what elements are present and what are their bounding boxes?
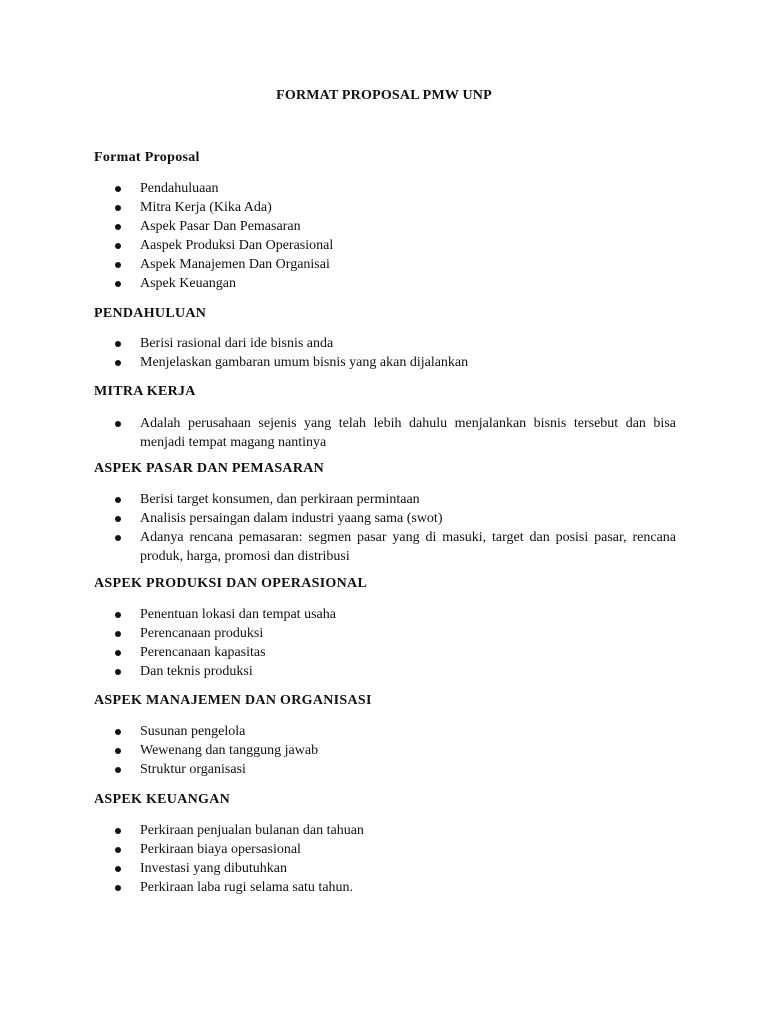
list-item: Penentuan lokasi dan tempat usaha <box>94 605 676 624</box>
list-item: Adalah perusahaan sejenis yang telah lebih dahulu menjalankan bisnis tersebut dan bisa menjadi tempat magang nantinya <box>94 414 676 452</box>
bullet-icon <box>115 262 121 268</box>
pendahuluan-list <box>94 334 676 372</box>
bullet-icon <box>115 186 121 192</box>
list-item: Susunan pengelola <box>94 722 676 741</box>
bullet-icon <box>115 767 121 773</box>
list-item: Aaspek Produksi Dan Operasional <box>94 236 676 255</box>
list-item: Berisi rasional dari ide bisnis anda <box>94 334 676 353</box>
bullet-icon <box>115 748 121 754</box>
bullet-icon <box>115 535 121 541</box>
list-item: Aspek Manajemen Dan Organisai <box>94 255 676 274</box>
list-item: Menjelaskan gambaran umum bisnis yang akan dijalankan <box>94 353 676 372</box>
bullet-icon <box>115 866 121 872</box>
aspek-produksi-list <box>94 605 676 681</box>
section-heading-mitra-kerja: MITRA KERJA <box>94 384 196 399</box>
bullet-icon <box>115 360 121 366</box>
document-title: FORMAT PROPOSAL PMW UNP <box>276 88 492 103</box>
bullet-icon <box>115 516 121 522</box>
list-item: Wewenang dan tanggung jawab <box>94 741 676 760</box>
bullet-icon <box>115 669 121 675</box>
mitra-kerja-list <box>94 414 676 452</box>
list-item: Perencanaan kapasitas <box>94 643 676 662</box>
bullet-icon <box>115 612 121 618</box>
bullet-icon <box>115 243 121 249</box>
aspek-pasar-list <box>94 490 676 566</box>
list-item: Perkiraan penjualan bulanan dan tahuan <box>94 821 676 840</box>
section-heading-aspek-produksi: ASPEK PRODUKSI DAN OPERASIONAL <box>94 576 368 591</box>
list-item: Pendahuluaan <box>94 179 676 198</box>
list-item: Investasi yang dibutuhkan <box>94 859 676 878</box>
list-item: Perkiraan biaya opersasional <box>94 840 676 859</box>
bullet-icon <box>115 885 121 891</box>
aspek-manajemen-list <box>94 722 676 779</box>
bullet-icon <box>115 341 121 347</box>
aspek-keuangan-list <box>94 821 676 897</box>
list-item: Aspek Keuangan <box>94 274 676 293</box>
bullet-icon <box>115 224 121 230</box>
section-heading-aspek-manajemen: ASPEK MANAJEMEN DAN ORGANISASI <box>94 693 372 708</box>
bullet-icon <box>115 828 121 834</box>
section-heading-format-proposal: Format Proposal <box>94 150 200 165</box>
bullet-icon <box>115 421 121 427</box>
section-heading-aspek-pasar: ASPEK PASAR DAN PEMASARAN <box>94 461 325 476</box>
list-item: Aspek Pasar Dan Pemasaran <box>94 217 676 236</box>
bullet-icon <box>115 847 121 853</box>
bullet-icon <box>115 650 121 656</box>
bullet-icon <box>115 631 121 637</box>
list-item: Perkiraan laba rugi selama satu tahun. <box>94 878 676 897</box>
section-heading-pendahuluan: PENDAHULUAN <box>94 306 207 321</box>
list-item: Analisis persaingan dalam industri yaang sama (swot) <box>94 509 676 528</box>
list-item: Dan teknis produksi <box>94 662 676 681</box>
bullet-icon <box>115 205 121 211</box>
bullet-icon <box>115 729 121 735</box>
list-item: Struktur organisasi <box>94 760 676 779</box>
format-proposal-list <box>94 179 676 293</box>
list-item: Perencanaan produksi <box>94 624 676 643</box>
bullet-icon <box>115 281 121 287</box>
list-item: Mitra Kerja (Kika Ada) <box>94 198 676 217</box>
section-heading-aspek-keuangan: ASPEK KEUANGAN <box>94 792 231 807</box>
list-item: Berisi target konsumen, dan perkiraan permintaan <box>94 490 676 509</box>
bullet-icon <box>115 497 121 503</box>
list-item: Adanya rencana pemasaran: segmen pasar yang di masuki, target dan posisi pasar, rencana produk, harga, promosi dan distribusi <box>94 528 676 566</box>
